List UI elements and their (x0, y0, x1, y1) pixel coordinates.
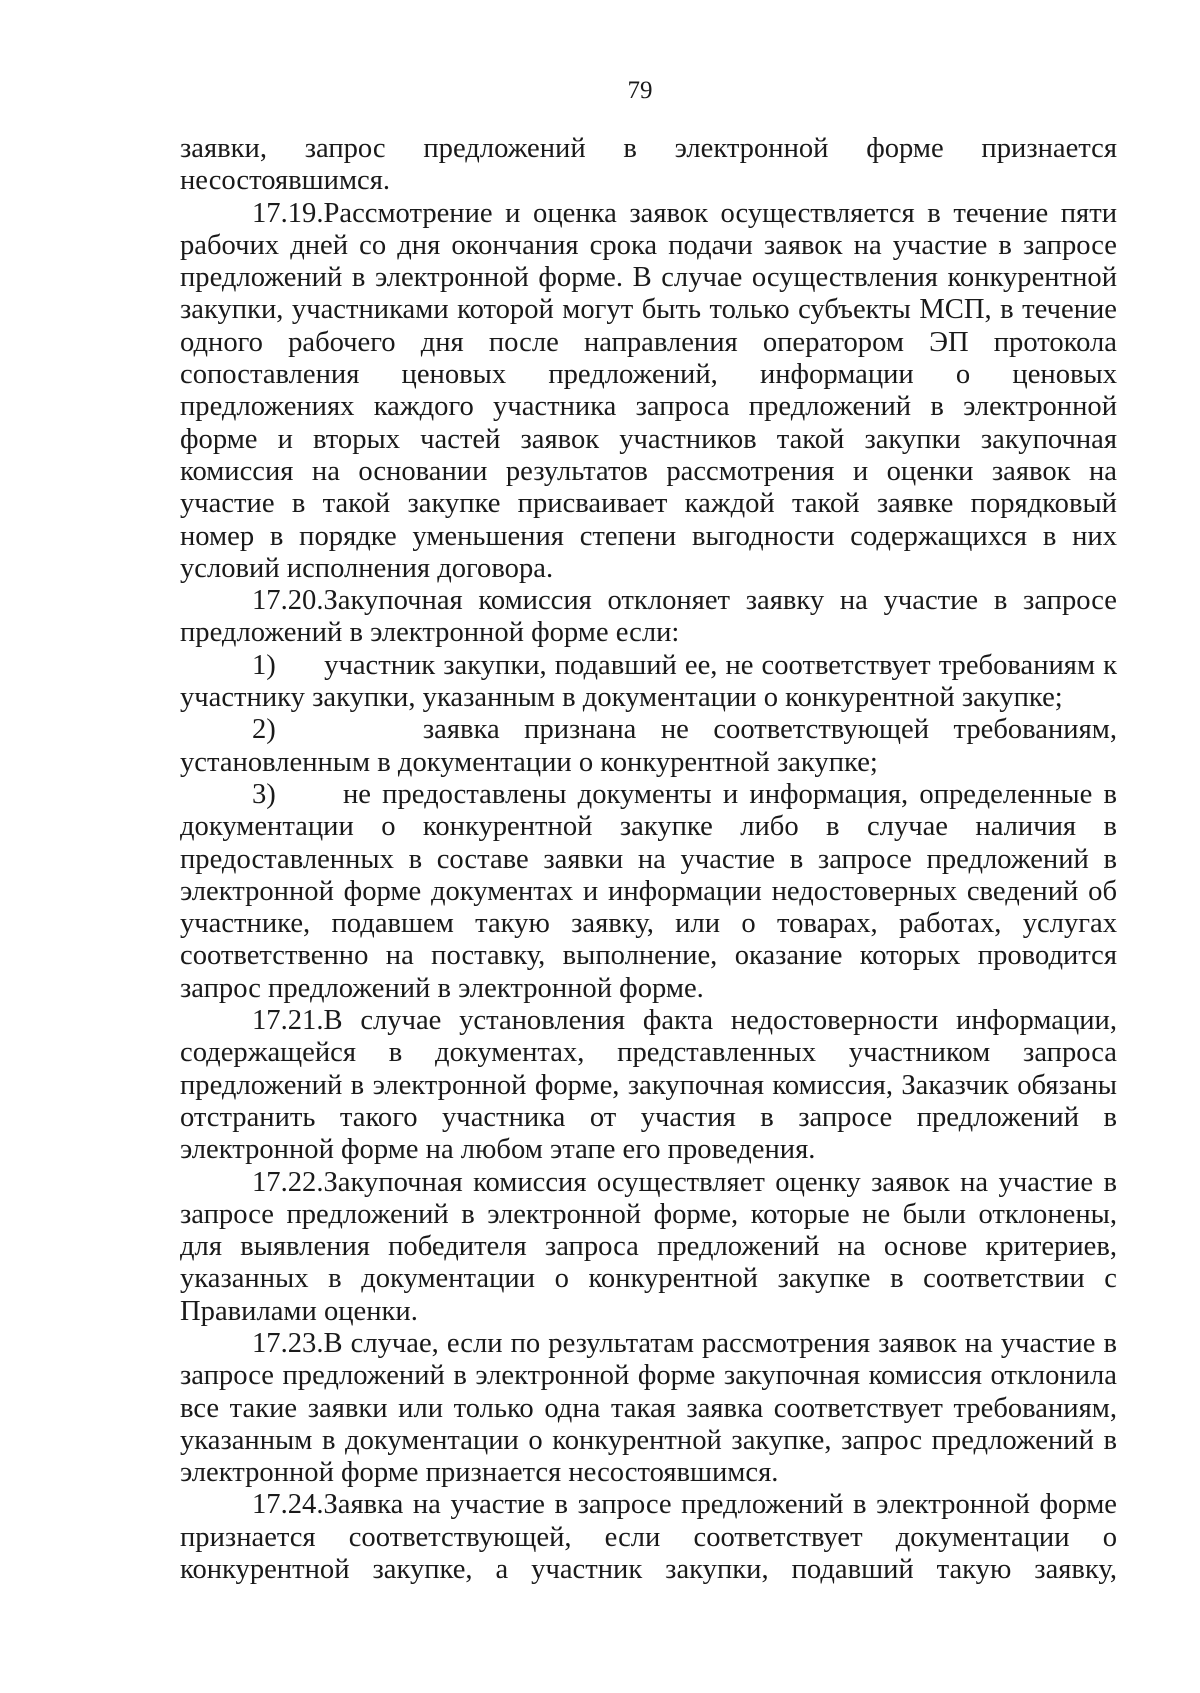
list-item-1: 1) участник закупки, подавший ее, не соответствует требованиям к участнику закупки, указанным в документации о конкурентной закупке; (180, 649, 1117, 714)
paragraph-17-22: 17.22.Закупочная комиссия осуществляет оценку заявок на участие в запросе предложений в электронной форме, которые не были отклонены, для выявления победителя запроса предложений на основе критериев, указанных в документации о конкурентной закупке в соответствии с Правилами оценки. (180, 1166, 1117, 1327)
page-number: 79 (627, 77, 653, 104)
paragraph-17-21: 17.21.В случае установления факта недостоверности информации, содержащейся в документах, представленных участником запроса предложений в электронной форме, закупочная комиссия, Заказчик обязаны отстранить такого участника от участия в запросе предложений в электронной форме на любом этапе его проведения. (180, 1005, 1117, 1166)
paragraph-17-19: 17.19.Рассмотрение и оценка заявок осуществляется в течение пяти рабочих дней со дня окончания срока подачи заявок на участие в запросе предложений в электронной форме. В случае осуществления конкурентной закупки, участниками которой могут быть только субъекты МСП, в течение одного рабочего дня после направления оператором ЭП протокола сопоставления ценовых предложений, информации о ценовых предложениях каждого участника запроса предложений в электронной форме и вторых частей заявок участников такой закупки закупочная комиссия на основании результатов рассмотрения и оценки заявок на участие в такой закупке присваивает каждой такой заявке порядковый номер в порядке уменьшения степени выгодности содержащихся в них условий исполнения договора. (180, 197, 1117, 584)
list-item-3: 3) не предоставлены документы и информация, определенные в документации о конкурентной закупке либо в случае наличия в предоставленных в составе заявки на участие в запросе предложений в электронной форме документах и информации недостоверных сведений об участнике, подавшем такую заявку, или о товарах, работах, услугах соответственно на поставку, выполнение, оказание которых проводится запрос предложений в электронной форме. (180, 778, 1117, 1004)
paragraph-17-24: 17.24.Заявка на участие в запросе предложений в электронной форме признается соответствующей, если соответствует документации о конкурентной закупке, а участник закупки, подавший такую заявку, (180, 1489, 1117, 1586)
paragraph-17-23: 17.23.В случае, если по результатам рассмотрения заявок на участие в запросе предложений в электронной форме закупочная комиссия отклонила все такие заявки или только одна такая заявка соответствует требованиям, указанным в документации о конкурентной закупке, запрос предложений в электронной форме признается несостоявшимся. (180, 1327, 1117, 1489)
paragraph-17-20: 17.20.Закупочная комиссия отклоняет заявку на участие в запросе предложений в электронной форме если: (180, 585, 1117, 649)
document-body (180, 133, 1117, 1586)
paragraph-continuation: заявки, запрос предложений в электронной форме признается несостоявшимся. (180, 133, 1117, 197)
list-item-2: 2) заявка признана не соответствующей требованиям, установленным в документации о конкурентной закупке; (180, 714, 1117, 778)
